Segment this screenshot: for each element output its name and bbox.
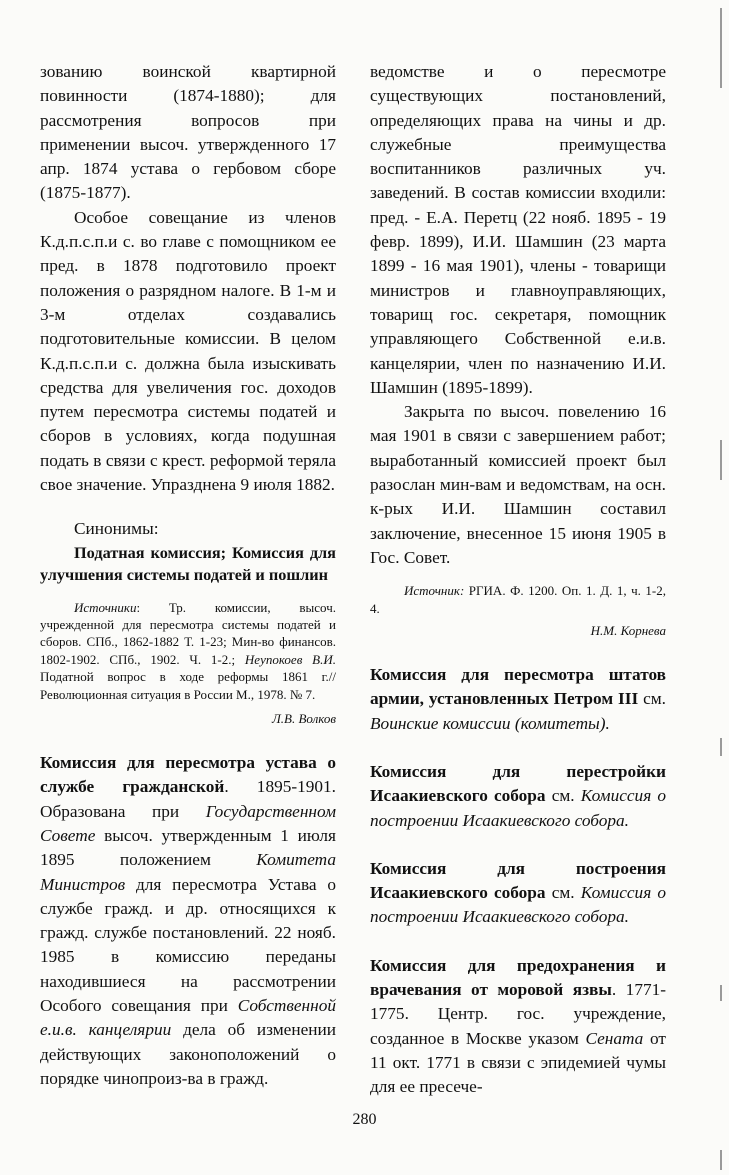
entry-title: Комиссия для перестройки Исаакиевского собора — [370, 761, 666, 806]
sources — [40, 599, 336, 703]
entry-cross-reference: Воинские комиссии (комитеты). — [370, 713, 610, 733]
paragraph: Закрыта по высоч. повелению 16 мая 1901 в связи с завершением работ; выработанный комиссией проект был разослан мин-вам и ведомствам, на осн. к-рых И.И. Шамшин составил заключение, внесенное 15 июня 1905 в Гос. Совет. — [370, 402, 666, 567]
entry-link: Собственной е.и.в. канцелярии — [40, 996, 336, 1040]
entry-text: высоч. утвержденным 1 июля 1895 положением — [40, 825, 336, 870]
entry-text: . 1771-1775. Центр. гос. учреждение, созданное в Москве указом — [370, 980, 666, 1048]
sources-text: : Тр. комиссии, высоч. учрежденной для пересмотра системы податей и сборов. СПб., 1862-1882 Т. 1-23; Мин-во финансов. 1802-1902. СПб., 1902. Ч. 1-2.; — [40, 599, 336, 667]
page-number: 280 — [352, 1111, 377, 1128]
scan-edge-line — [720, 1150, 722, 1170]
article-author: Н.М. Корнева — [590, 623, 666, 639]
scan-edge-line — [720, 738, 722, 756]
entry-text: см. — [545, 786, 581, 806]
entry-text: для пересмотра Устава о службе гражд. и др. относящихся к гражд. службе постановлений. 22 нояб. 1985 в комиссию переданы находившиеся на рассмотрении Особого совещания при — [40, 874, 336, 1016]
entry-text: от 11 окт. 1771 в связи с эпидемией чумы для ее пресече- — [370, 1028, 666, 1097]
entry-cross-reference: Комиссия о построении Исаакиевского собора. — [370, 883, 666, 927]
paragraph: ведомстве и о пересмотре существующих постановлений, определяющих права на чины и др. служебные преимущества воспитанников различных уч. заведений. В состав комиссии входили: пред. - Е.А. Перетц (22 нояб. 1895 - 19 февр. 1899), И.И. Шамшин (23 марта 1899 - 16 мая 1901), члены - товарищи министров и главноуправляющих, товарищ гос. секретаря, помощник управляющего Собственной е.и.в. канцелярии, член по назначению И.И. Шамшин (1895-1899). — [370, 62, 666, 397]
source-text: РГИА. Ф. 1200. Оп. 1. Д. 1, ч. 1-2, 4. — [370, 583, 666, 616]
entry-plague-commission — [370, 954, 666, 1100]
synonyms-label: Синонимы: — [74, 519, 159, 539]
entry-title: Комиссия для предохранения и врачевания от моровой язвы — [370, 955, 666, 1000]
scan-edge-line — [720, 985, 722, 1001]
scan-edge-line — [720, 440, 722, 480]
sources-label: Источники — [74, 599, 137, 615]
paragraph: Особое совещание из членов К.д.п.с.п.и с. во главе с помощником ее пред. в 1878 подготовило проект положения о разрядном налоге. В 1-м и 3-м отделах создавались подготовительные комиссии. В целом К.д.п.с.п.и с. должна была изыскивать средства для увеличения гос. доходов путем пересмотра системы податей и сборов в условиях, когда подушная подать в связи с крест. реформой теряла свое значение. Упразднена 9 июля 1882. — [40, 207, 336, 495]
entry-title: Комиссия для пересмотра устава о службе гражданской — [40, 753, 336, 797]
article-author: Л.В. Волков — [271, 711, 336, 727]
sources-author: Неупокоев В.И. — [244, 651, 336, 667]
entry-isaac-build-commission — [370, 857, 666, 930]
entry-text: дела об изменении действующих законоположений о порядке чинопроиз-ва в гражд. — [40, 1020, 337, 1088]
scan-edge-line — [720, 8, 722, 88]
entry-army-staff-commission — [370, 663, 666, 736]
entry-civil-service-commission — [40, 751, 336, 1091]
left-column — [40, 60, 336, 1091]
entry-text: см. — [638, 689, 666, 709]
entry-text: . 1895-1901. Образована при — [40, 777, 337, 821]
entry-isaac-rebuild-commission — [370, 760, 666, 833]
source-label: Источник: — [404, 583, 465, 599]
right-column — [370, 60, 666, 1100]
paragraph: зованию воинской квартирной повинности (1874-1880); для рассмотрения вопросов при применении высоч. утвержденного 17 апр. 1874 устава о гербовом сборе (1875-1877). — [40, 62, 336, 203]
entry-link: Государственном Совете — [40, 801, 336, 845]
synonyms-text: Податная комиссия; Комиссия для улучшения системы податей и пошлин — [40, 542, 336, 584]
entry-cross-reference: Комиссия о построении Исаакиевского собора. — [370, 786, 666, 830]
sources-text: Податной вопрос в ходе реформы 1861 г.// Революционная ситуация в России М., 1978. № 7. — [40, 669, 336, 702]
entry-title: Комиссия для построения Исаакиевского собора — [370, 858, 666, 903]
entry-text: см. — [545, 883, 581, 903]
entry-link: Комитета Министров — [40, 850, 336, 894]
entry-title: Комиссия для пересмотра штатов армии, установленных Петром III — [370, 665, 666, 709]
entry-link: Сената — [585, 1028, 644, 1048]
source — [370, 582, 666, 617]
